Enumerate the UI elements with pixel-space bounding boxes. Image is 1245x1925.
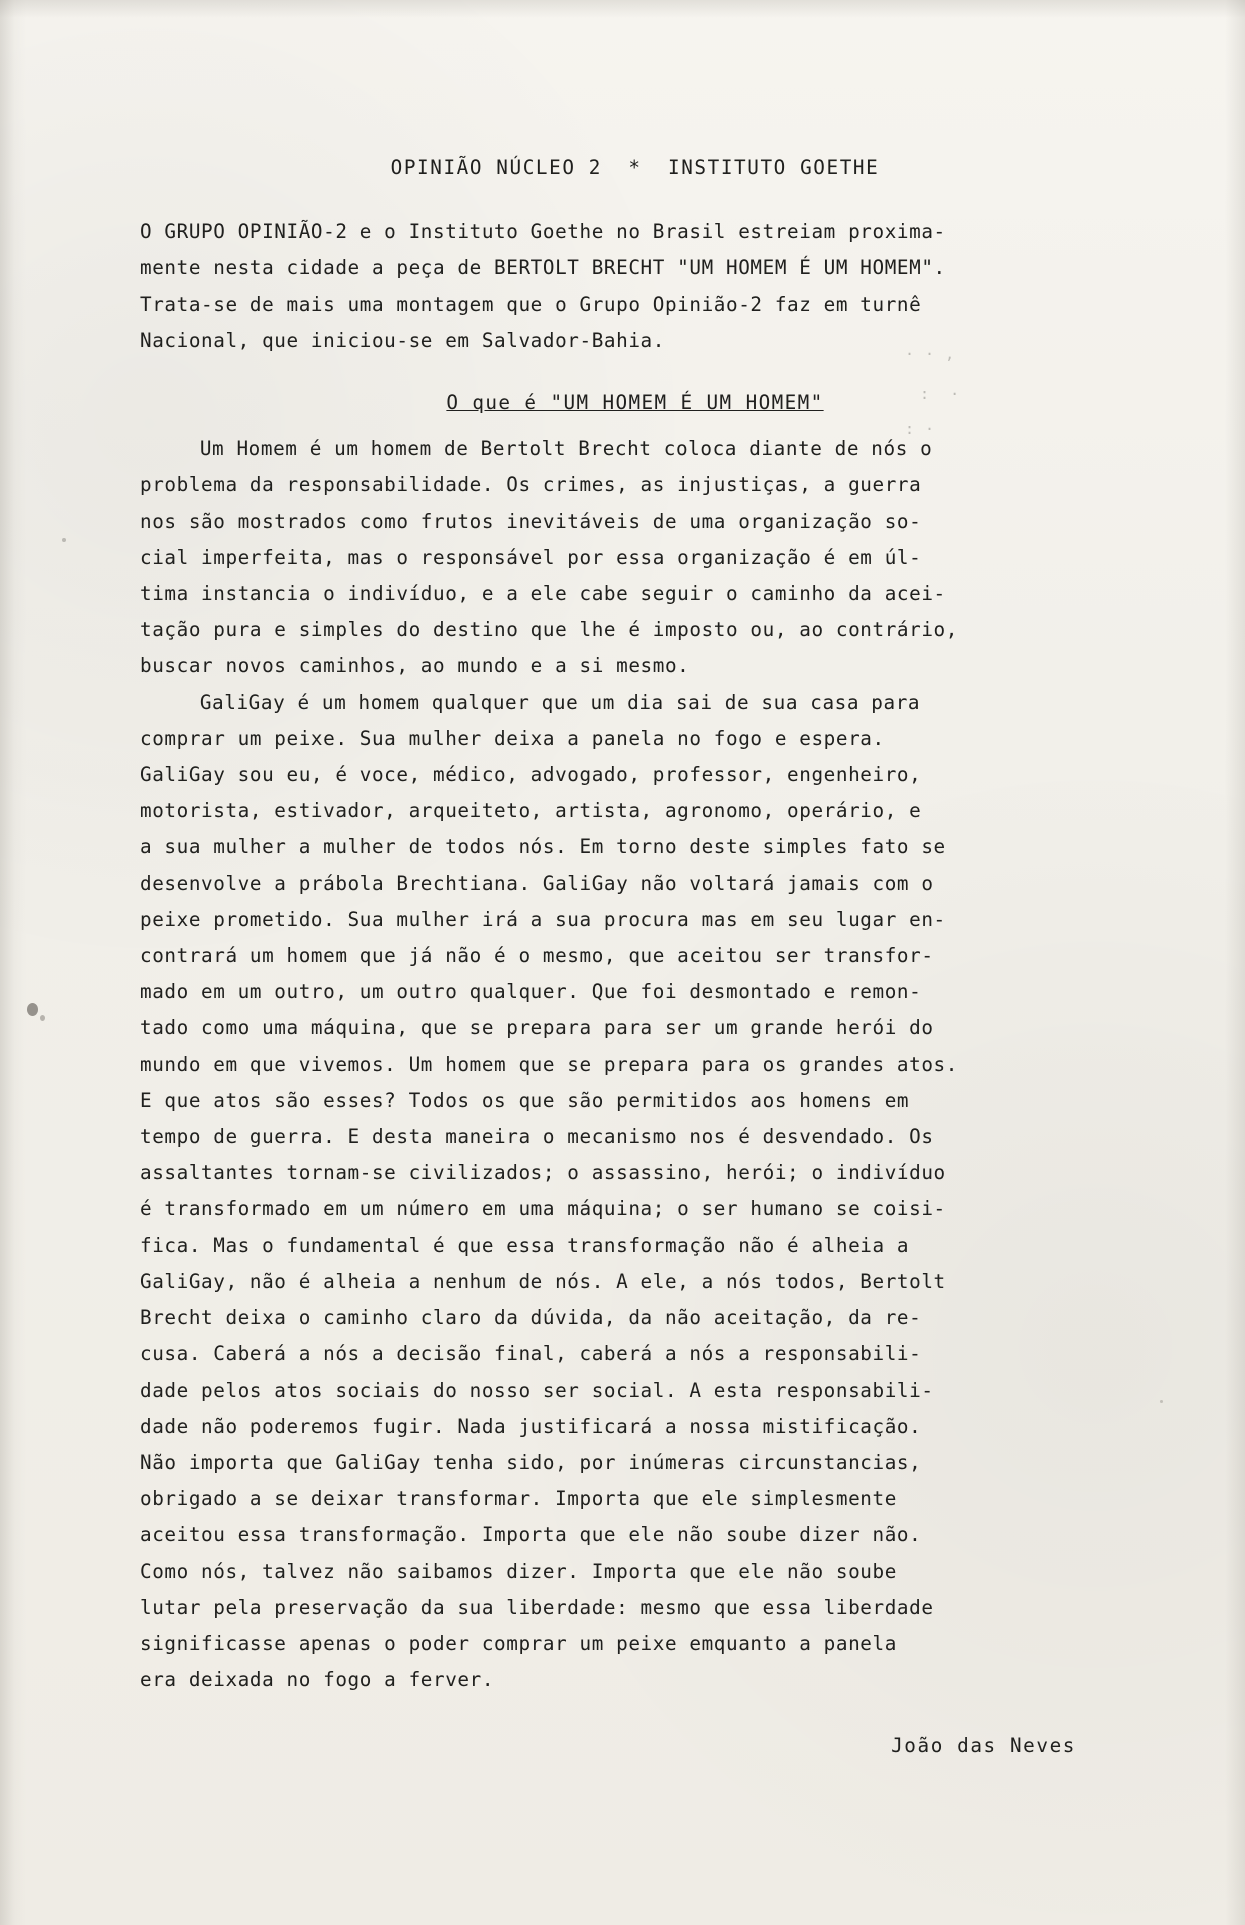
smudge-mark-right-3: : · [905,420,936,438]
text-line: assaltantes tornam-se civilizados; o assassino, herói; o indivíduo [140,1161,946,1185]
text-line: lutar pela preservação da sua liberdade: mesmo que essa liberdade [140,1595,934,1619]
smudge-mark-right-2: : · [920,385,961,403]
section-heading: O que é "UM HOMEM É UM HOMEM" [446,391,824,415]
text-line: cusa. Caberá a nós a decisão final, caberá a nós a responsabili- [140,1342,922,1366]
intro-paragraph [140,214,1130,359]
text-line: tação pura e simples do destino que lhe é imposto ou, ao contrário, [140,618,958,642]
text-line: Trata-se de mais uma montagem que o Grupo Opinião-2 faz em turnê [140,292,922,316]
text-line: Como nós, talvez não saibamos dizer. Importa que ele não soube [140,1559,897,1583]
text-line: desenvolve a prábola Brechtiana. GaliGay não voltará jamais com o [140,871,934,895]
text-line-content: Um Homem é um homem de Bertolt Brecht coloca diante de nós o [199,437,933,461]
text-line [140,685,1130,721]
text-line: GaliGay sou eu, é voce, médico, advogado, professor, engenheiro, [140,763,922,787]
text-line: dade pelos atos sociais do nosso ser social. A esta responsabili- [140,1378,934,1402]
document-header: OPINIÃO NÚCLEO 2 * INSTITUTO GOETHE [390,156,880,179]
text-line: significasse apenas o poder comprar um peixe emquanto a panela [140,1631,897,1655]
text-line: GaliGay, não é alheia a nenhum de nós. A ele, a nós todos, Bertolt [140,1269,946,1293]
text-line: dade não poderemos fugir. Nada justificará a nossa mistificação. [140,1414,922,1438]
text-line: obrigado a se deixar transformar. Importa que ele simplesmente [140,1487,897,1511]
text-line: cial imperfeita, mas o responsável por essa organização é em úl- [140,545,922,569]
text-line: Nacional, que iniciou-se em Salvador-Bahia. [140,328,665,352]
smudge-mark-right-1: · · , [905,345,956,363]
text-line: Brecht deixa o caminho claro da dúvida, da não aceitação, da re- [140,1306,922,1330]
author-signature: João das Neves [891,1734,1076,1758]
text-line: tempo de guerra. E desta maneira o mecanismo nos é desvendado. Os [140,1125,934,1149]
text-line: aceitou essa transformação. Importa que ele não soube dizer não. [140,1523,922,1547]
page-edge-shadow-top [0,0,1245,18]
text-line: mente nesta cidade a peça de BERTOLT BRECHT "UM HOMEM É UM HOMEM". [140,256,946,280]
text-line: é transformado em um número em uma máquina; o ser humano se coisi- [140,1197,946,1221]
text-line: motorista, estivador, arqueiteto, artista, agronomo, operário, e [140,799,922,823]
text-line: problema da responsabilidade. Os crimes, as injustiças, a guerra [140,473,922,497]
text-line: tima instancia o indivíduo, e a ele cabe seguir o caminho da acei- [140,582,946,606]
text-line: E que atos são esses? Todos os que são permitidos aos homens em [140,1088,910,1112]
text-line: fica. Mas o fundamental é que essa transformação não é alheia a [140,1233,910,1257]
text-line: era deixada no fogo a ferver. [140,1668,495,1692]
text-line: nos são mostrados como frutos inevitáveis de uma organização so- [140,509,922,533]
ink-speck [40,1015,45,1021]
text-line: tado como uma máquina, que se prepara para ser um grande herói do [140,1016,934,1040]
text-line: peixe prometido. Sua mulher irá a sua procura mas em seu lugar en- [140,907,946,931]
document-text-body [140,150,1130,1765]
text-line: O GRUPO OPINIÃO-2 e o Instituto Goethe no Brasil estreiam proxima- [140,220,946,244]
text-line [140,431,1130,467]
ink-speck [1160,1400,1163,1403]
ink-speck [27,1003,38,1016]
text-line: a sua mulher a mulher de todos nós. Em torno deste simples fato se [140,835,946,859]
text-line: buscar novos caminhos, ao mundo e a si mesmo. [140,654,690,678]
ink-speck [62,538,66,542]
text-line: mado em um outro, um outro qualquer. Que foi desmontado e remon- [140,980,922,1004]
page-edge-shadow-left [0,0,26,1925]
text-line: contrará um homem que já não é o mesmo, que aceitou ser transfor- [140,944,934,968]
text-line-content: GaliGay é um homem qualquer que um dia sai de sua casa para [199,690,921,714]
body-paragraph-2 [140,685,1130,1699]
body-paragraph-1 [140,431,1130,684]
page-edge-shadow-right [1225,0,1245,1925]
text-line: mundo em que vivemos. Um homem que se prepara para os grandes atos. [140,1052,958,1076]
text-line: Não importa que GaliGay tenha sido, por inúmeras circunstancias, [140,1450,922,1474]
text-line: comprar um peixe. Sua mulher deixa a panela no fogo e espera. [140,726,885,750]
